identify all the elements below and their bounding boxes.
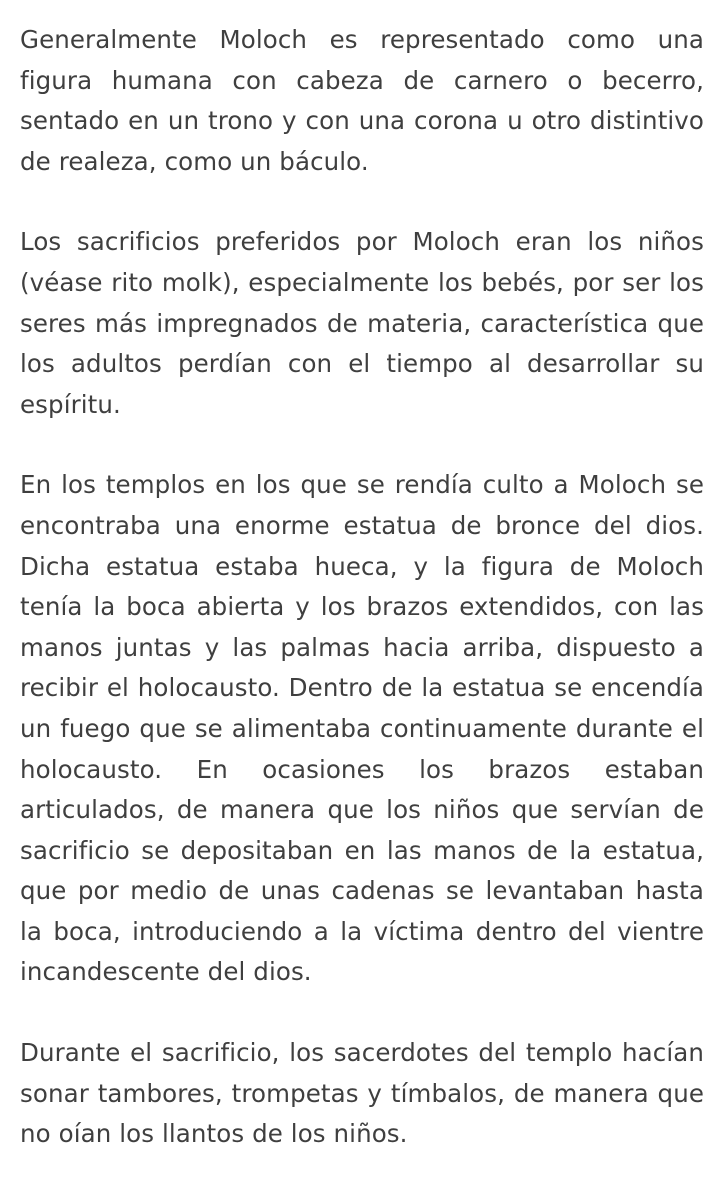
paragraph-sacrifice-ritual: Durante el sacrificio, los sacerdotes del templo hacían sonar tambores, trompetas y tímbalos, de manera que no oían los llantos de los niños. [20,1038,704,1149]
article-body [20,20,704,1155]
paragraph-moloch-description: Generalmente Moloch es representado como una figura humana con cabeza de carnero o becerro, sentado en un trono y con una corona u otro distintivo de realeza, como un báculo. [20,25,704,176]
paragraph-bronze-statue: En los templos en los que se rendía culto a Moloch se encontraba una enorme estatua de bronce del dios. Dicha estatua estaba hueca, y la figura de Moloch tenía la boca abierta y los brazos extendidos, con las manos juntas y las palmas hacia arriba, dispuesto a recibir el holocausto. Dentro de la estatua se encendía un fuego que se alimentaba continuamente durante el holocausto. En ocasiones los brazos estaban articulados, de manera que los niños que servían de sacrificio se depositaban en las manos de la estatua, que por medio de unas cadenas se levantaban hasta la boca, introduciendo a la víctima dentro del vientre incandescente del dios. [20,470,704,987]
paragraph-spacer [20,182,704,222]
paragraph-preferred-sacrifices: Los sacrificios preferidos por Moloch eran los niños (véase rito molk), especialmente los bebés, por ser los seres más impregnados de materia, característica que los adultos perdían con el tiempo al desarrollar su espíritu. [20,227,704,419]
paragraph-spacer [20,425,704,465]
paragraph-spacer [20,993,704,1033]
